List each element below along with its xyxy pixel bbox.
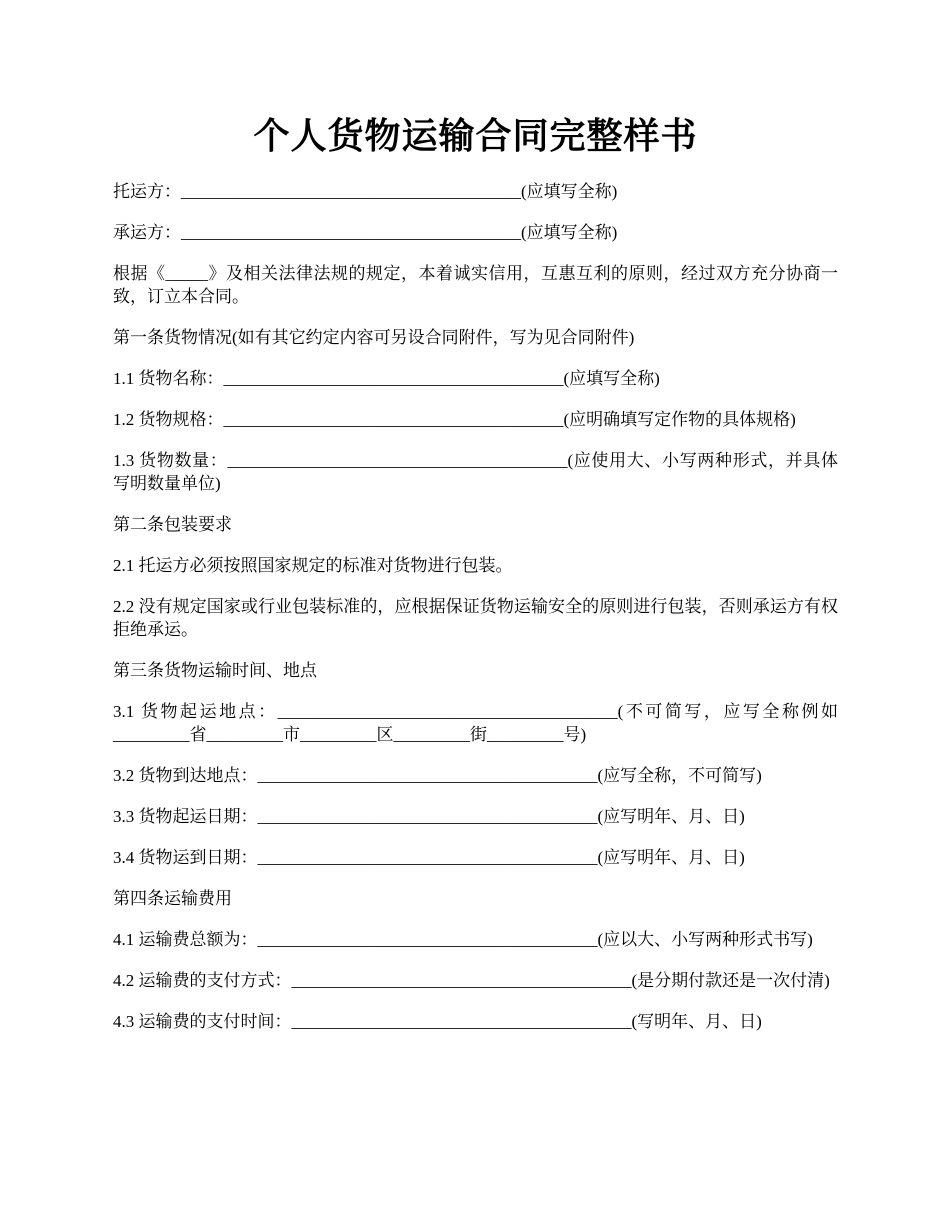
clause-1-1: 1.1 货物名称：________________________________________(应填写全称) (113, 369, 660, 388)
clause-3-1: 3.1 货物起运地点：________________________________________(不可简写，应写全称例如_________省_________市_________区_________街_________号) (113, 702, 838, 744)
clause-1-2: 1.2 货物规格：________________________________________(应明确填写定作物的具体规格) (113, 410, 796, 429)
consignor-field: 托运方：________________________________________(应填写全称) (113, 182, 618, 201)
clause-2-1: 2.1 托运方必须按照国家规定的标准对货物进行包装。 (113, 556, 513, 575)
article-4-heading: 第四条运输费用 (113, 889, 232, 908)
document-title: 个人货物运输合同完整样书 (253, 116, 698, 156)
article-3-heading: 第三条货物运输时间、地点 (113, 661, 317, 680)
clause-4-1: 4.1 运输费总额为：________________________________________(应以大、小写两种形式书写) (113, 930, 813, 949)
article-2-heading: 第二条包装要求 (113, 515, 232, 534)
clause-3-2: 3.2 货物到达地点：________________________________________(应写全称，不可简写) (113, 766, 762, 785)
clause-4-3: 4.3 运输费的支付时间：________________________________________(写明年、月、日) (113, 1012, 762, 1031)
clause-4-2: 4.2 运输费的支付方式：________________________________________(是分期付款还是一次付清) (113, 971, 830, 990)
clause-3-4: 3.4 货物运到日期：________________________________________(应写明年、月、日) (113, 848, 745, 867)
clause-2-2: 2.2 没有规定国家或行业包装标准的，应根据保证货物运输安全的原则进行包装，否则承运方有权拒绝承运。 (113, 597, 838, 639)
clause-3-3: 3.3 货物起运日期：________________________________________(应写明年、月、日) (113, 807, 745, 826)
clause-1-3: 1.3 货物数量：________________________________________(应使用大、小写两种形式，并具体写明数量单位) (113, 451, 838, 493)
carrier-field: 承运方：________________________________________(应填写全称) (113, 223, 618, 242)
document-page (113, 110, 838, 1051)
article-1-heading: 第一条货物情况(如有其它约定内容可另设合同附件，写为见合同附件) (113, 328, 635, 347)
preamble: 根据《_____》及相关法律法规的规定，本着诚实信用，互惠互利的原则，经过双方充分协商一致，订立本合同。 (113, 264, 838, 306)
